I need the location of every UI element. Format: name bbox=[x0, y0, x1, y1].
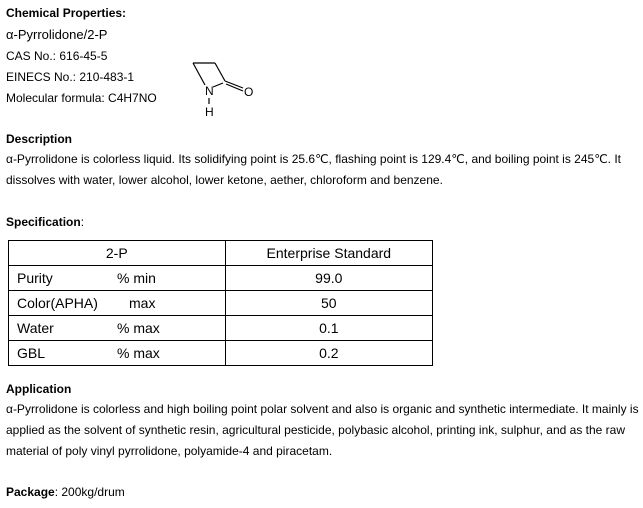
row-unit: max bbox=[129, 295, 156, 311]
ring-bond-right bbox=[215, 63, 225, 81]
description-text: α-Pyrrolidone is colorless liquid. Its solidifying point is 25.6℃, flashing point is 129.4℃, and boiling point is 245℃. It dissolves with water, lower alcohol, lower ketone, aether, chloroform and benzene. bbox=[6, 152, 622, 187]
description-heading: Description bbox=[6, 132, 73, 146]
chemical-name: α-Pyrrolidone/2-P bbox=[6, 27, 108, 42]
application-text: α-Pyrrolidone is colorless and high boiling point polar solvent and also is organic and synthetic intermediate. It mainly is applied as the solvent of synthetic resin, agricultural pesticide, polybasic alcohol, printing ink, sulphur, and as the raw material of poly vinyl pyrrolidone, polyamide-4 and piracetam. bbox=[6, 402, 639, 458]
header-standard: Enterprise Standard bbox=[225, 241, 432, 266]
row-value: 50 bbox=[225, 291, 432, 316]
table-row bbox=[9, 266, 433, 291]
row-value: 0.1 bbox=[225, 316, 432, 341]
specification-heading bbox=[6, 215, 84, 229]
specification-table bbox=[8, 240, 433, 366]
hydrogen-label: H bbox=[205, 105, 214, 119]
row-value: 0.2 bbox=[225, 341, 432, 366]
specification-heading-label: Specification bbox=[6, 215, 81, 229]
properties-heading: Chemical Properties: bbox=[6, 6, 127, 20]
package-label: Package bbox=[6, 485, 55, 499]
application-heading: Application bbox=[6, 382, 72, 396]
ring-bond-n bbox=[213, 83, 223, 87]
package-line bbox=[6, 485, 125, 499]
row-item: GBL bbox=[17, 345, 46, 361]
nitrogen-label: N bbox=[205, 84, 214, 98]
table-row bbox=[9, 316, 433, 341]
table-header-row bbox=[9, 241, 433, 266]
row-unit: % min bbox=[117, 270, 156, 286]
package-value: : 200kg/drum bbox=[54, 485, 125, 499]
oxygen-label: O bbox=[244, 85, 254, 99]
molecular-formula: Molecular formula: C4H7NO bbox=[6, 91, 157, 105]
table-row bbox=[9, 341, 433, 366]
row-value: 99.0 bbox=[225, 266, 432, 291]
specification-heading-colon: : bbox=[80, 215, 85, 229]
ring-bond-left bbox=[193, 63, 205, 85]
table-row bbox=[9, 291, 433, 316]
row-unit: % max bbox=[117, 320, 160, 336]
header-product: 2-P bbox=[9, 241, 226, 266]
row-unit: % max bbox=[117, 345, 160, 361]
cas-number: CAS No.: 616-45-5 bbox=[6, 49, 108, 63]
row-item: Water bbox=[17, 320, 54, 336]
einecs-number: EINECS No.: 210-483-1 bbox=[6, 70, 135, 84]
row-item: Purity bbox=[17, 270, 53, 286]
pyrrolidone-structure-diagram bbox=[185, 55, 265, 120]
row-item: Color(APHA) bbox=[17, 295, 98, 311]
